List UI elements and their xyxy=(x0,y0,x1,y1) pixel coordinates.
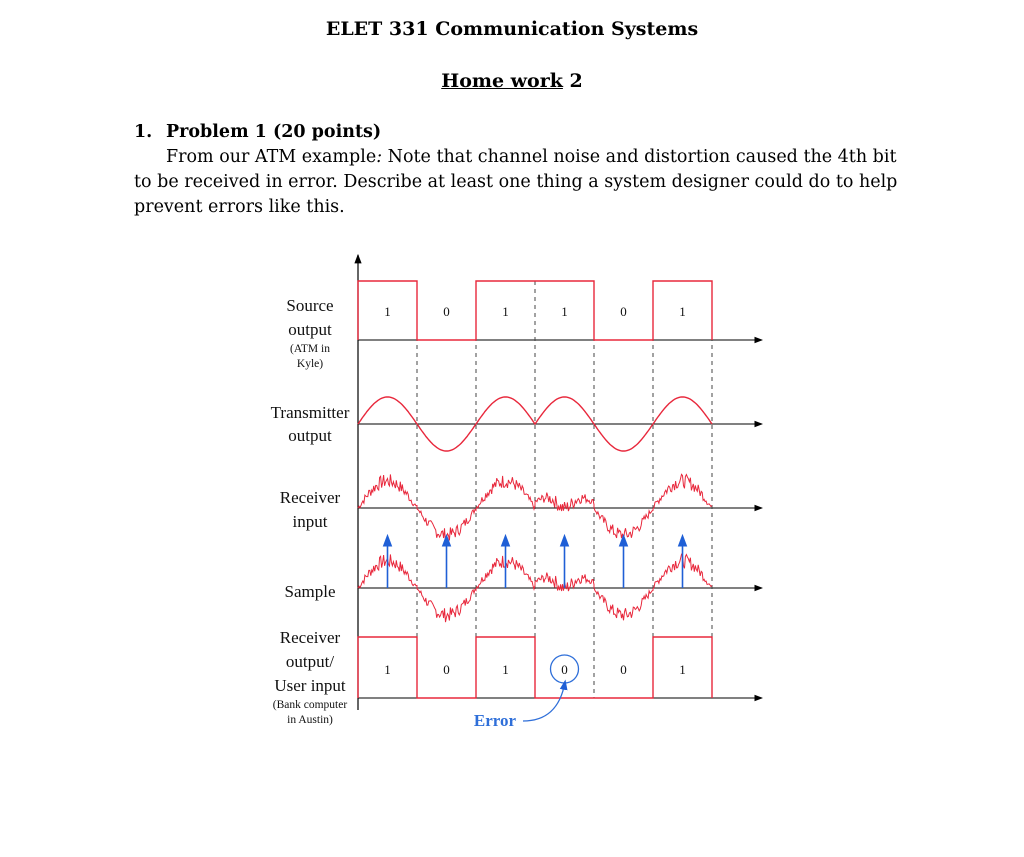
error-arrow xyxy=(523,682,565,721)
source-bit-label: 1 xyxy=(502,304,509,319)
problem-number: 1. xyxy=(134,122,153,142)
label-rx-output-2: output/ xyxy=(285,652,335,671)
received-bit-label: 1 xyxy=(679,662,686,677)
error-label: Error xyxy=(473,711,517,730)
rx-output-square-wave xyxy=(358,637,712,698)
document-title: ELET 331 Communication Systems xyxy=(325,18,699,40)
problem-body xyxy=(134,145,904,220)
source-bit-label: 1 xyxy=(679,304,686,319)
subtitle-number: 2 xyxy=(569,70,583,92)
label-receiver-input: input xyxy=(292,512,328,531)
atm-signal-figure xyxy=(255,245,775,745)
label-source-note-2: Kyle) xyxy=(296,358,324,370)
problem-title: Problem 1 (20 points) xyxy=(166,122,382,142)
label-source: Source xyxy=(286,296,334,315)
label-rx-output: Receiver xyxy=(279,628,341,647)
problem-body-lead: From our ATM example xyxy=(166,147,377,167)
document-subtitle xyxy=(0,70,1024,92)
label-rx-note-2: in Austin) xyxy=(287,714,333,726)
source-bit-label: 0 xyxy=(620,304,627,319)
rx-output-waveform xyxy=(358,637,712,698)
received-bit-label: 0 xyxy=(620,662,627,677)
received-bit-label: 0 xyxy=(561,662,568,677)
problem-heading xyxy=(134,120,904,145)
source-bit-label: 0 xyxy=(443,304,450,319)
label-source-output: output xyxy=(288,320,332,339)
label-sample: Sample xyxy=(284,582,336,601)
label-rx-note-1: (Bank computer xyxy=(272,699,348,711)
subtitle-homework: Home work xyxy=(441,70,563,92)
label-user-input: User input xyxy=(274,676,346,695)
problem-block xyxy=(134,120,904,220)
source-bit-label: 1 xyxy=(561,304,568,319)
problem-body-colon: : xyxy=(376,147,383,167)
label-receiver: Receiver xyxy=(279,488,341,507)
label-source-note-1: (ATM in xyxy=(290,343,330,355)
label-transmitter-output: output xyxy=(288,426,332,445)
problem-body-text: Note that channel noise and distortion caused the 4th bit to be received in error. Describe at least one thing a system designer could do to help prevent errors like this. xyxy=(134,147,898,217)
received-bit-label: 1 xyxy=(502,662,509,677)
received-bit-label: 0 xyxy=(443,662,450,677)
received-bit-label: 1 xyxy=(384,662,391,677)
label-transmitter: Transmitter xyxy=(270,403,350,422)
source-bit-label: 1 xyxy=(384,304,391,319)
